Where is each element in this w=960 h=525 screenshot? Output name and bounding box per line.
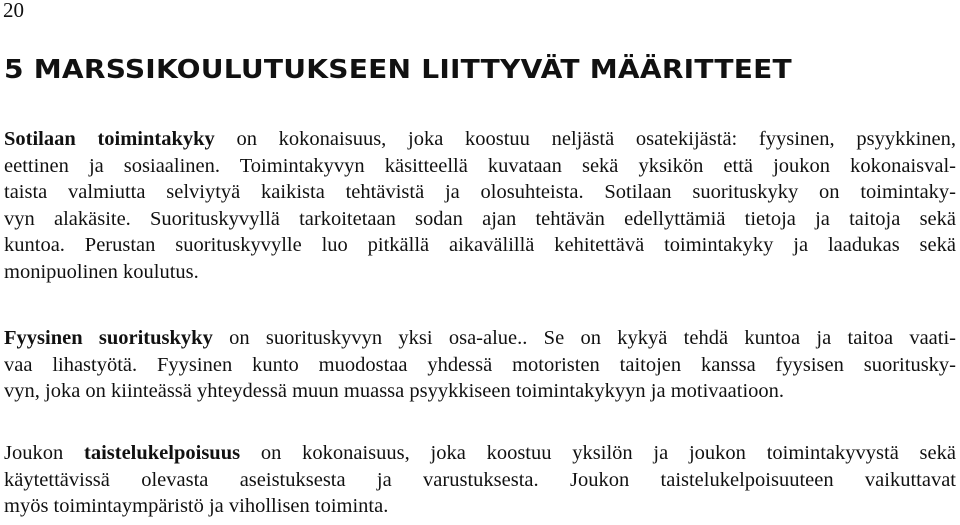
paragraph-line: monipuolinen koulutus. — [4, 260, 199, 283]
paragraph-line — [4, 126, 956, 153]
paragraph-line: taista valmiutta selviytyä kaikista tehtävistä ja olosuhteista. Sotilaan suorituskyky on toimintaky- — [4, 181, 956, 203]
paragraph-line: vyn alakäsite. Suorituskyvyllä tarkoitetaan sodan ajan tehtävän edellyttämiä tietoja ja taitoja sekä — [4, 207, 956, 230]
paragraph-text: on kokonaisuus, joka koostuu yksilön ja joukon toimintakyvystä sekä — [240, 442, 956, 464]
paragraph-taistelukelpoisuus — [4, 440, 956, 520]
paragraph-line — [4, 325, 956, 352]
paragraph-toimintakyky — [4, 126, 956, 285]
paragraph-line: kuntoa. Perustan suorituskyvylle luo pitkällä aikavälillä kehitettävä toimintakyky ja laadukas sekä — [4, 234, 956, 256]
page-number: 20 — [3, 0, 24, 22]
paragraph-line — [4, 440, 956, 467]
paragraph-text: Joukon — [4, 442, 84, 464]
paragraph-text: on suorituskyvyn yksi osa-alue.. Se on kykyä tehdä kuntoa ja taitoa vaati- — [212, 327, 956, 349]
defined-term: Sotilaan toimintakyky — [4, 128, 215, 150]
section-heading: 5 MARSSIKOULUTUKSEEN LIITTYVÄT MÄÄRITTEET — [4, 55, 792, 85]
defined-term: taistelukelpoisuus — [84, 442, 241, 464]
paragraph-text: on kokonaisuus, joka koostuu neljästä osatekijästä: fyysinen, psyykkinen, — [214, 128, 956, 150]
paragraph-line: eettinen ja sosiaalinen. Toimintakyvyn käsitteellä kuvataan sekä yksikön että joukon kokonaisval- — [4, 154, 956, 177]
paragraph-line: vyn, joka on kiinteässä yhteydessä muun muassa psyykkiseen toimintakykyyn ja motivaatioon. — [4, 380, 785, 402]
paragraph-line: käytettävissä olevasta aseistuksesta ja varustuksesta. Joukon taistelukelpoisuuteen vaikuttavat — [4, 468, 956, 491]
defined-term: Fyysinen suorituskyky — [4, 327, 213, 349]
paragraph-fyysinen-suorituskyky — [4, 325, 956, 405]
paragraph-line: vaa lihastyötä. Fyysinen kunto muodostaa yhdessä motoristen taitojen kanssa fyysisen suoritusky- — [4, 353, 956, 376]
paragraph-line: myös toimintaympäristö ja vihollisen toiminta. — [4, 495, 389, 517]
